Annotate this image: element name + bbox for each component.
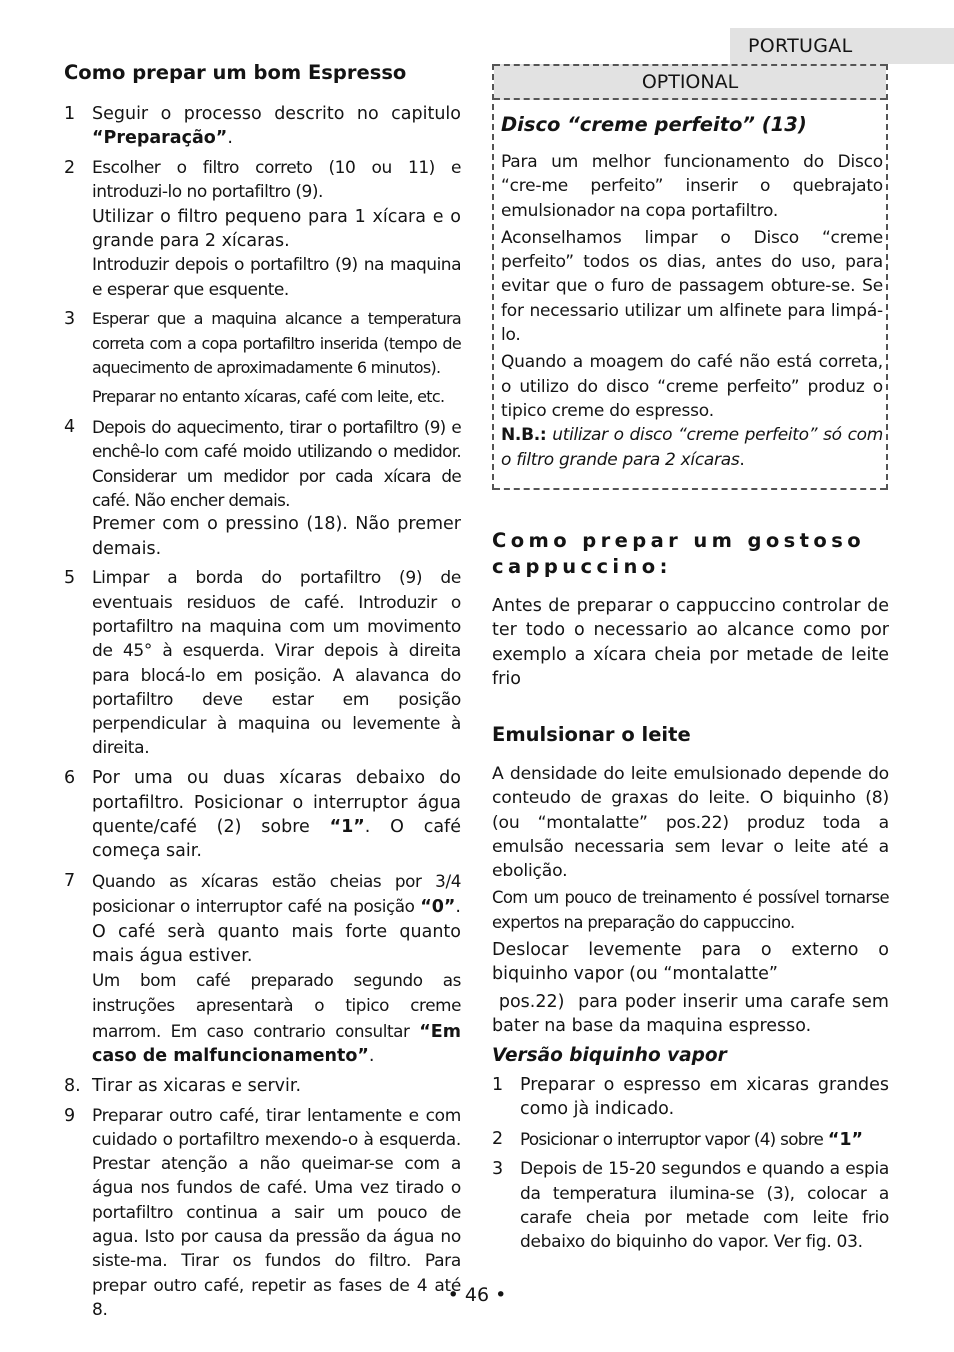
step-number: 9 xyxy=(64,1105,76,1126)
step-2 xyxy=(64,156,461,302)
step-text: Limpar a borda do portafiltro (9) de eventuais residuos de café. Introduzir o portafiltro na maquina com um movimento de 45° à esquerda. Virar depois à direita para blocá-lo em posição. A alavanca do portafiltro deve estar em posição perpendicular à maquina ou levemente à direita. xyxy=(92,568,461,759)
step-tail: . O café serà quanto mais forte quanto mais água estiver. xyxy=(92,897,461,966)
step-number: 4 xyxy=(64,417,76,438)
step-text: Utilizar o filtro pequeno para 1 xícara e o grande para 2 xícaras. xyxy=(92,206,461,251)
step-text: Depois de 15-20 segundos e quando a espia da temperatura ilumina-se (3), colocar a carafe cheia por metade com leite frio debaixo do biquinho do vapor. Ver fig. 03. xyxy=(520,1159,889,1253)
espresso-steps xyxy=(64,102,461,1322)
step-text xyxy=(92,968,461,1068)
optional-label: OPTIONAL xyxy=(494,64,886,100)
step-text: Por uma ou duas xícaras debaixo do portafiltro. Posicionar o interruptor água quente/café (2) sobre xyxy=(92,768,461,837)
language-tab: PORTUGAL xyxy=(730,28,954,64)
step-text: Escolher o filtro correto (10 ou 11) e introduzi-lo no portafiltro (9). xyxy=(92,158,461,203)
step-text: Tirar as xicaras e servir. xyxy=(92,1075,302,1096)
vapor-step-3 xyxy=(492,1157,889,1254)
note-label: N.B.: xyxy=(501,425,547,446)
step-text: Depois do aquecimento, tirar o portafiltro (9) e enchê-lo com café moido utilizando o medidor. Considerar um medidor por cada xícara de café. Não encher demais. xyxy=(92,417,461,510)
step-text: Esperar que a maquina alcance a temperatura correta com a copa portafiltro inserida (tempo de aquecimento de aproximadamente 6 minutos). xyxy=(92,309,461,377)
disco-note xyxy=(501,423,883,472)
emulsionar-paragraph: A densidade do leite emulsionado depende do conteudo de graxas do leite. O biquinho (8) (ou “montalatte” pos.22) produz toda a emulsão necessaria sem levar o leite até a ebolição. xyxy=(492,764,889,882)
page-number: • 46 • xyxy=(447,1284,507,1306)
step-text: Seguir o processo descrito no capitulo xyxy=(92,104,461,124)
step-text-part: Um bom café preparado segundo as instruções apresentarà o tipico creme marrom. Em caso contrario consultar xyxy=(92,970,461,1041)
step-7 xyxy=(64,869,461,1068)
emulsionar-paragraph: Deslocar levemente para o externo o biquinho vapor (ou “montalatte” xyxy=(492,940,889,985)
step-text: Preparar outro café, tirar lentamente e com cuidado o portafiltro mexendo-o à esquerda. Prestar atenção a não queimar-se com a água nos fundos de café. Uma vez tirado o portafiltro continua a sair um pouco de agua. Isto por causa da pressão da água no siste-ma. Tirar os fundos do filtro. Para prepar outro café, repetir as fases de 4 até 8. xyxy=(92,1105,461,1320)
emulsionar-paragraph: Com um pouco de treinamento é possível tornarse expertos na preparação do cappuccino. xyxy=(492,888,889,932)
step-text: Introduzir depois o portafiltro (9) na maquina e esperar que esquente. xyxy=(92,255,461,300)
emulsionar-paragraph: pos.22) para poder inserir uma carafe sem bater na base da maquina espresso. xyxy=(492,991,895,1036)
step-number: 8. xyxy=(64,1075,81,1096)
step-text: Preparar o espresso em xicaras grandes como jà indicado. xyxy=(520,1074,889,1119)
step-text xyxy=(92,869,461,968)
step-text-part: Quando as xícaras estão cheias por 3/4 posicionar o interruptor café na posição xyxy=(92,870,461,917)
disco-paragraph: Quando a moagem do café não está correta, o utilizo do disco “creme perfeito” produz o tipico creme do espresso. xyxy=(501,352,883,421)
step-bold: “Em caso de malfuncionamento” xyxy=(92,1021,461,1066)
vapor-steps xyxy=(492,1073,889,1255)
step-6 xyxy=(64,766,461,863)
optional-box xyxy=(492,64,888,490)
vapor-step-1 xyxy=(492,1073,889,1122)
disco-heading: Disco “creme perfeito” (13) xyxy=(501,113,807,136)
left-column xyxy=(64,60,461,1328)
cappuccino-text: Antes de preparar o cappuccino controlar de ter todo o necessario ao alcance como por exemplo a xícara cheia por metade de leite frio xyxy=(492,596,889,689)
step-1 xyxy=(64,102,461,151)
step-number: 2 xyxy=(492,1128,504,1149)
emulsionar-heading: Emulsionar o leite xyxy=(492,723,691,746)
versao-subheading: Versão biquinho vapor xyxy=(492,1045,727,1067)
disco-paragraph: Aconselhamos limpar o Disco “creme perfeito” todos os dias, antes do uso, para evitar que o furo de passagem obture-se. Se for necessario utilizar um alfinete para limpá-lo. xyxy=(501,227,883,346)
step-4 xyxy=(64,415,461,561)
step-tail: . xyxy=(368,1045,375,1066)
step-bold: “1” xyxy=(329,816,365,837)
step-number: 2 xyxy=(64,158,76,179)
step-number: 3 xyxy=(64,309,76,330)
step-bold: “1” xyxy=(827,1129,863,1150)
step-bold: “Preparação” xyxy=(92,128,228,149)
optional-bottom-border xyxy=(494,488,886,490)
disco-paragraph: Para um melhor funcionamento do Disco “cre-me perfeito” inserir o quebrajato emulsionador na copa portafiltro. xyxy=(501,152,883,221)
section-heading-espresso: Como prepar um bom Espresso xyxy=(64,61,407,84)
step-text: Premer com o pressino (18). Não premer demais. xyxy=(92,514,461,559)
optional-body xyxy=(501,112,883,475)
cappuccino-heading: Como prepar um gostoso cappuccino: xyxy=(492,529,866,578)
step-5 xyxy=(64,566,461,760)
step-number: 1 xyxy=(492,1074,504,1095)
step-text: Preparar no entanto xícaras, café com leite, etc. xyxy=(92,387,445,407)
note-tail: . xyxy=(739,449,745,470)
cappuccino-section xyxy=(492,528,889,691)
vapor-step-2 xyxy=(492,1127,889,1152)
emulsionar-section xyxy=(492,722,895,1260)
step-number: 1 xyxy=(64,104,76,124)
step-number: 7 xyxy=(64,870,76,891)
step-text: Posicionar o interruptor vapor (4) sobre xyxy=(520,1128,828,1149)
step-tail: . xyxy=(227,128,233,149)
step-3 xyxy=(64,307,461,409)
step-8 xyxy=(64,1074,461,1098)
step-number: 3 xyxy=(492,1159,504,1180)
step-number: 6 xyxy=(64,768,76,789)
step-bold: “0” xyxy=(420,897,456,918)
step-tail: . O café começa sair. xyxy=(92,816,461,862)
note-text: utilizar o disco “creme perfeito” só com o filtro grande para 2 xícaras xyxy=(501,425,883,470)
step-number: 5 xyxy=(64,568,76,589)
